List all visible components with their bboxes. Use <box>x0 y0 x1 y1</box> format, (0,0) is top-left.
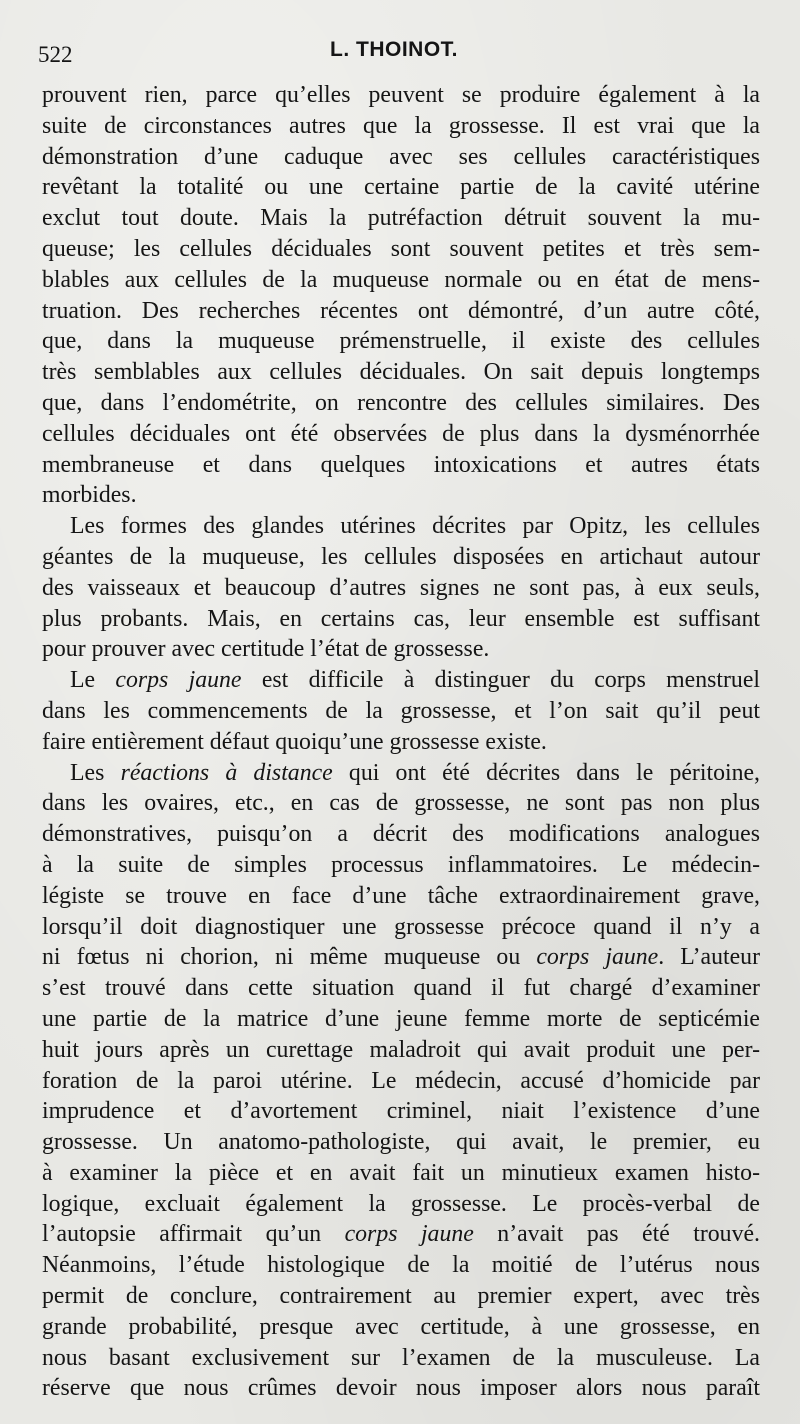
text-line: grossesse. Un anatomo-pathologiste, qui avait, le premier, eu <box>42 1129 760 1156</box>
text-line: Néanmoins, l’étude histologique de la moitié de l’utérus nous <box>42 1252 760 1279</box>
text-line: plus probants. Mais, en certains cas, leur ensemble est suffisant <box>42 605 760 632</box>
text-line: très semblables aux cellules déciduales. On sait depuis longtemps <box>42 359 760 386</box>
text-line: permit de conclure, contrairement au premier expert, avec très <box>42 1283 760 1310</box>
text-line: logique, excluait également la grossesse. Le procès-verbal de <box>42 1190 760 1217</box>
text-line: grande probabilité, presque avec certitude, à une grossesse, en <box>42 1313 760 1340</box>
text-line: à examiner la pièce et en avait fait un minutieux examen histo- <box>42 1159 760 1186</box>
text-line: s’est trouvé dans cette situation quand il fut chargé d’examiner <box>42 975 760 1002</box>
page-header <box>36 30 764 70</box>
text-line: truation. Des recherches récentes ont démontré, d’un autre côté, <box>42 297 760 324</box>
text-line: suite de circonstances autres que la grossesse. Il est vrai que la <box>42 112 760 139</box>
text-line: revêtant la totalité ou une certaine partie de la cavité utérine <box>42 174 760 201</box>
text-line: des vaisseaux et beaucoup d’autres signes ne sont pas, à eux seuls, <box>42 574 760 601</box>
text-line: queuse; les cellules déciduales sont souvent petites et très sem- <box>42 235 760 262</box>
text-line: réserve que nous crûmes devoir nous imposer alors nous paraît <box>42 1375 760 1402</box>
text-line: imprudence et d’avortement criminel, niait l’existence d’une <box>42 1098 760 1125</box>
running-head: L. THOINOT. <box>330 38 458 61</box>
text-line: que, dans la muqueuse prémenstruelle, il existe des cellules <box>42 328 760 355</box>
page-number: 522 <box>38 42 73 67</box>
text-line: démonstration d’une caduque avec ses cellules caractéristiques <box>42 143 760 170</box>
text-line: démonstratives, puisqu’on a décrit des modifications analogues <box>42 821 760 848</box>
text-line: morbides. <box>42 482 137 509</box>
text-line: lorsqu’il doit diagnostiquer une grossesse précoce quand il n’y a <box>42 913 760 940</box>
text-line: prouvent rien, parce qu’elles peuvent se produire également à la <box>42 82 760 108</box>
text-line: que, dans l’endométrite, on rencontre des cellules similaires. Des <box>42 389 760 416</box>
text-line: foration de la paroi utérine. Le médecin, accusé d’homicide par <box>42 1067 760 1094</box>
text-line: Le corps jaune est difficile à distinguer du corps menstruel <box>70 667 760 694</box>
text-line: dans les commencements de la grossesse, et l’on sait qu’il peut <box>42 697 760 724</box>
text-line: Les formes des glandes utérines décrites par Opitz, les cellules <box>70 513 760 540</box>
text-line: membraneuse et dans quelques intoxications et autres états <box>42 451 760 478</box>
text-line: exclut tout doute. Mais la putréfaction détruit souvent la mu- <box>42 205 760 232</box>
text-line: dans les ovaires, etc., en cas de grossesse, ne sont pas non plus <box>42 790 760 817</box>
text-line: blables aux cellules de la muqueuse normale ou en état de mens- <box>42 266 760 293</box>
text-line: pour prouver avec certitude l’état de grossesse. <box>42 636 490 663</box>
text-line: géantes de la muqueuse, les cellules disposées en artichaut autour <box>42 543 760 570</box>
text-line: faire entièrement défaut quoiqu’une grossesse existe. <box>42 728 547 755</box>
text-line: à la suite de simples processus inflammatoires. Le médecin- <box>42 851 760 878</box>
text-line: une partie de la matrice d’une jeune femme morte de septicémie <box>42 1005 760 1032</box>
text-line: Les réactions à distance qui ont été décrites dans le péritoine, <box>70 759 760 786</box>
body-text <box>42 80 760 1404</box>
text-line: l’autopsie affirmait qu’un corps jaune n’avait pas été trouvé. <box>42 1221 760 1248</box>
text-line: huit jours après un curettage maladroit qui avait produit une per- <box>42 1036 760 1063</box>
text-line: nous basant exclusivement sur l’examen de la musculeuse. La <box>42 1344 760 1371</box>
text-line: légiste se trouve en face d’une tâche extraordinairement grave, <box>42 882 760 909</box>
text-line: ni fœtus ni chorion, ni même muqueuse ou corps jaune. L’auteur <box>42 944 760 971</box>
text-line: cellules déciduales ont été observées de plus dans la dysménorrhée <box>42 420 760 447</box>
